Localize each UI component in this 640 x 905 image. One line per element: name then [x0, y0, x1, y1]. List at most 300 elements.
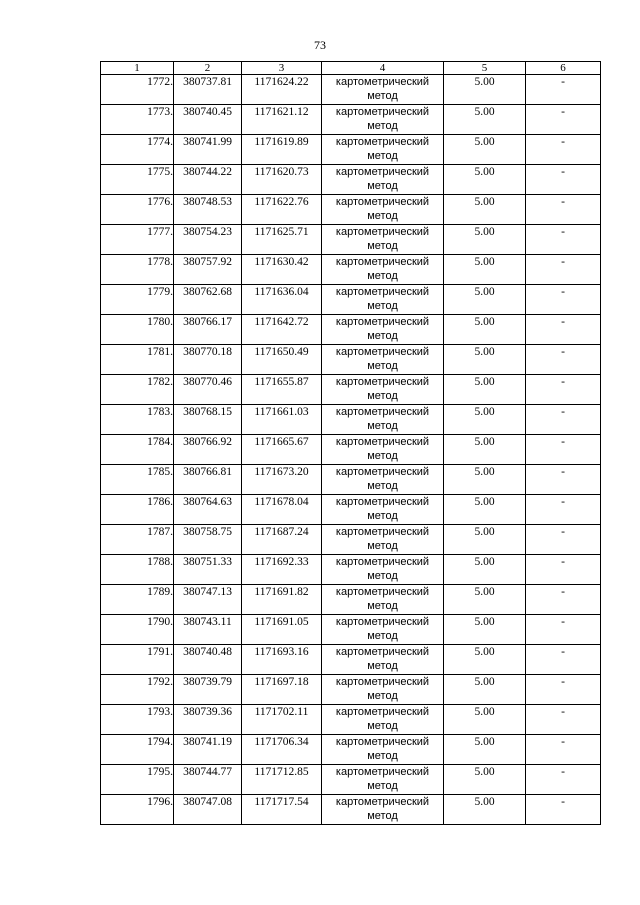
- col6-value: [526, 195, 601, 225]
- coord-y-text: 1171702.11: [254, 706, 309, 718]
- coord-y: [242, 645, 322, 675]
- table-row: [101, 165, 601, 195]
- col6-value: [526, 675, 601, 705]
- accuracy-value: [444, 465, 526, 495]
- accuracy-value: [444, 405, 526, 435]
- method-line-2: метод: [367, 90, 398, 102]
- accuracy-value: [444, 135, 526, 165]
- table-row: [101, 435, 601, 465]
- accuracy-value-text: 5.00: [474, 76, 495, 88]
- coord-y-text: 1171622.76: [254, 196, 309, 208]
- point-number: [101, 705, 174, 735]
- col6-value: [526, 255, 601, 285]
- point-number-text: 1773.: [147, 106, 173, 118]
- coord-y: [242, 705, 322, 735]
- coord-x: [174, 195, 242, 225]
- accuracy-value-text: 5.00: [474, 346, 495, 358]
- col6-value-text: -: [561, 766, 565, 778]
- method-cell: [322, 135, 444, 165]
- coord-y-text: 1171717.54: [254, 796, 309, 808]
- point-number: [101, 285, 174, 315]
- coord-y-text: 1171620.73: [254, 166, 309, 178]
- accuracy-value: [444, 645, 526, 675]
- table-row: [101, 345, 601, 375]
- coord-x-text: 380766.92: [183, 436, 232, 448]
- point-number: [101, 255, 174, 285]
- header-col-1: 1: [101, 62, 174, 75]
- point-number: [101, 75, 174, 105]
- method-cell: [322, 225, 444, 255]
- col6-value-text: -: [561, 106, 565, 118]
- point-number: [101, 465, 174, 495]
- col6-value: [526, 495, 601, 525]
- accuracy-value: [444, 435, 526, 465]
- coord-x: [174, 495, 242, 525]
- method-cell: [322, 345, 444, 375]
- coord-x-text: 380741.99: [183, 136, 232, 148]
- table-row: [101, 75, 601, 105]
- coord-y: [242, 75, 322, 105]
- method-line-2: метод: [367, 330, 398, 342]
- col6-value: [526, 555, 601, 585]
- coord-y-text: 1171678.04: [254, 496, 309, 508]
- coord-x-text: 380758.75: [183, 526, 232, 538]
- accuracy-value-text: 5.00: [474, 706, 495, 718]
- point-number: [101, 615, 174, 645]
- coord-y-text: 1171630.42: [254, 256, 309, 268]
- col6-value: [526, 105, 601, 135]
- coord-y-text: 1171687.24: [254, 526, 309, 538]
- method-line-2: метод: [367, 180, 398, 192]
- col6-value: [526, 405, 601, 435]
- point-number-text: 1772.: [147, 76, 173, 88]
- table-row: [101, 555, 601, 585]
- coord-x-text: 380740.48: [183, 646, 232, 658]
- point-number-text: 1783.: [147, 406, 173, 418]
- method-line-2: метод: [367, 720, 398, 732]
- method-line-2: метод: [367, 660, 398, 672]
- accuracy-value: [444, 495, 526, 525]
- coord-y: [242, 525, 322, 555]
- col6-value-text: -: [561, 676, 565, 688]
- accuracy-value: [444, 795, 526, 825]
- method-line-1: картометрический: [335, 466, 430, 478]
- accuracy-value-text: 5.00: [474, 616, 495, 628]
- accuracy-value-text: 5.00: [474, 646, 495, 658]
- col6-value-text: -: [561, 586, 565, 598]
- method-cell: [322, 255, 444, 285]
- coord-y: [242, 495, 322, 525]
- accuracy-value-text: 5.00: [474, 526, 495, 538]
- col6-value-text: -: [561, 466, 565, 478]
- col6-value: [526, 315, 601, 345]
- point-number: [101, 675, 174, 705]
- accuracy-value-text: 5.00: [474, 796, 495, 808]
- method-line-1: картометрический: [335, 106, 430, 118]
- method-line-2: метод: [367, 240, 398, 252]
- table-row: [101, 585, 601, 615]
- accuracy-value: [444, 375, 526, 405]
- accuracy-value-text: 5.00: [474, 736, 495, 748]
- table-row: [101, 645, 601, 675]
- accuracy-value-text: 5.00: [474, 376, 495, 388]
- point-number-text: 1788.: [147, 556, 173, 568]
- table-row: [101, 795, 601, 825]
- table-row: [101, 735, 601, 765]
- col6-value: [526, 225, 601, 255]
- method-line-1: картометрический: [335, 256, 430, 268]
- method-line-2: метод: [367, 270, 398, 282]
- point-number-text: 1775.: [147, 166, 173, 178]
- point-number: [101, 585, 174, 615]
- coord-y-text: 1171691.05: [254, 616, 309, 628]
- point-number: [101, 135, 174, 165]
- coord-y-text: 1171712.85: [254, 766, 309, 778]
- coord-x: [174, 315, 242, 345]
- method-line-1: картометрический: [335, 226, 430, 238]
- col6-value-text: -: [561, 406, 565, 418]
- coord-x-text: 380770.46: [183, 376, 232, 388]
- coord-x-text: 380744.77: [183, 766, 232, 778]
- method-line-2: метод: [367, 540, 398, 552]
- method-cell: [322, 675, 444, 705]
- coord-y: [242, 105, 322, 135]
- method-line-1: картометрический: [335, 526, 430, 538]
- accuracy-value-text: 5.00: [474, 286, 495, 298]
- col6-value: [526, 525, 601, 555]
- method-line-1: картометрический: [335, 196, 430, 208]
- accuracy-value-text: 5.00: [474, 556, 495, 568]
- point-number-text: 1785.: [147, 466, 173, 478]
- method-line-1: картометрический: [335, 76, 430, 88]
- col6-value: [526, 435, 601, 465]
- col6-value-text: -: [561, 346, 565, 358]
- coord-x-text: 380739.79: [183, 676, 232, 688]
- coord-x-text: 380739.36: [183, 706, 232, 718]
- table-row: [101, 465, 601, 495]
- col6-value: [526, 345, 601, 375]
- point-number-text: 1781.: [147, 346, 173, 358]
- method-line-2: метод: [367, 450, 398, 462]
- col6-value-text: -: [561, 496, 565, 508]
- method-line-1: картометрический: [335, 496, 430, 508]
- coord-x-text: 380748.53: [183, 196, 232, 208]
- coord-x: [174, 465, 242, 495]
- col6-value-text: -: [561, 166, 565, 178]
- col6-value: [526, 285, 601, 315]
- col6-value: [526, 645, 601, 675]
- accuracy-value-text: 5.00: [474, 196, 495, 208]
- col6-value-text: -: [561, 796, 565, 808]
- accuracy-value-text: 5.00: [474, 166, 495, 178]
- accuracy-value: [444, 285, 526, 315]
- table-row: [101, 255, 601, 285]
- coord-y: [242, 315, 322, 345]
- coord-x: [174, 75, 242, 105]
- method-cell: [322, 375, 444, 405]
- point-number-text: 1790.: [147, 616, 173, 628]
- coord-y: [242, 795, 322, 825]
- point-number-text: 1795.: [147, 766, 173, 778]
- point-number-text: 1796.: [147, 796, 173, 808]
- method-cell: [322, 495, 444, 525]
- coord-y: [242, 165, 322, 195]
- table-row: [101, 705, 601, 735]
- col6-value: [526, 735, 601, 765]
- method-line-2: метод: [367, 810, 398, 822]
- coord-x: [174, 585, 242, 615]
- table-body: [101, 75, 601, 825]
- method-cell: [322, 75, 444, 105]
- accuracy-value: [444, 225, 526, 255]
- col6-value-text: -: [561, 286, 565, 298]
- method-cell: [322, 285, 444, 315]
- method-line-1: картометрический: [335, 316, 430, 328]
- col6-value: [526, 795, 601, 825]
- table-row: [101, 675, 601, 705]
- table-row: [101, 375, 601, 405]
- table-row: [101, 405, 601, 435]
- coord-y: [242, 585, 322, 615]
- point-number: [101, 105, 174, 135]
- accuracy-value-text: 5.00: [474, 406, 495, 418]
- coord-y-text: 1171624.22: [254, 76, 309, 88]
- method-line-2: метод: [367, 750, 398, 762]
- coord-y: [242, 405, 322, 435]
- coord-x-text: 380740.45: [183, 106, 232, 118]
- accuracy-value: [444, 705, 526, 735]
- coord-x: [174, 645, 242, 675]
- coord-y-text: 1171619.89: [254, 136, 309, 148]
- accuracy-value-text: 5.00: [474, 316, 495, 328]
- coord-x-text: 380757.92: [183, 256, 232, 268]
- coord-y: [242, 555, 322, 585]
- col6-value-text: -: [561, 256, 565, 268]
- point-number-text: 1789.: [147, 586, 173, 598]
- method-cell: [322, 105, 444, 135]
- coord-x-text: 380751.33: [183, 556, 232, 568]
- col6-value-text: -: [561, 226, 565, 238]
- col6-value: [526, 135, 601, 165]
- accuracy-value: [444, 255, 526, 285]
- table-row: [101, 315, 601, 345]
- coord-x-text: 380764.63: [183, 496, 232, 508]
- point-number-text: 1776.: [147, 196, 173, 208]
- coord-x: [174, 795, 242, 825]
- accuracy-value: [444, 555, 526, 585]
- coord-x-text: 380766.81: [183, 466, 232, 478]
- method-cell: [322, 705, 444, 735]
- method-cell: [322, 465, 444, 495]
- col6-value-text: -: [561, 526, 565, 538]
- coord-x: [174, 555, 242, 585]
- accuracy-value: [444, 345, 526, 375]
- method-line-2: метод: [367, 120, 398, 132]
- header-row: [101, 62, 601, 75]
- coord-y-text: 1171636.04: [254, 286, 309, 298]
- table-row: [101, 495, 601, 525]
- coordinates-table: [100, 61, 601, 825]
- method-line-1: картометрический: [335, 286, 430, 298]
- method-cell: [322, 315, 444, 345]
- coord-x: [174, 255, 242, 285]
- accuracy-value: [444, 195, 526, 225]
- coord-y-text: 1171625.71: [254, 226, 309, 238]
- coord-y: [242, 615, 322, 645]
- coord-y-text: 1171661.03: [254, 406, 309, 418]
- coord-x: [174, 705, 242, 735]
- method-line-2: метод: [367, 570, 398, 582]
- coord-y: [242, 135, 322, 165]
- method-line-2: метод: [367, 510, 398, 522]
- accuracy-value-text: 5.00: [474, 586, 495, 598]
- col6-value-text: -: [561, 376, 565, 388]
- coord-y-text: 1171697.18: [254, 676, 309, 688]
- method-line-2: метод: [367, 690, 398, 702]
- point-number-text: 1794.: [147, 736, 173, 748]
- col6-value-text: -: [561, 556, 565, 568]
- coord-x: [174, 165, 242, 195]
- coord-y-text: 1171621.12: [254, 106, 309, 118]
- method-line-1: картометрический: [335, 346, 430, 358]
- coord-x-text: 380762.68: [183, 286, 232, 298]
- point-number: [101, 495, 174, 525]
- col6-value-text: -: [561, 706, 565, 718]
- accuracy-value: [444, 75, 526, 105]
- method-line-1: картометрический: [335, 646, 430, 658]
- method-line-1: картометрический: [335, 136, 430, 148]
- point-number: [101, 645, 174, 675]
- table-row: [101, 225, 601, 255]
- point-number: [101, 195, 174, 225]
- col6-value-text: -: [561, 136, 565, 148]
- coord-y: [242, 345, 322, 375]
- coord-y: [242, 765, 322, 795]
- coord-y: [242, 435, 322, 465]
- col6-value: [526, 75, 601, 105]
- method-line-1: картометрический: [335, 556, 430, 568]
- point-number: [101, 165, 174, 195]
- method-line-1: картометрический: [335, 166, 430, 178]
- accuracy-value: [444, 675, 526, 705]
- accuracy-value: [444, 165, 526, 195]
- method-cell: [322, 405, 444, 435]
- method-line-1: картометрический: [335, 616, 430, 628]
- col6-value-text: -: [561, 76, 565, 88]
- coord-x: [174, 345, 242, 375]
- method-line-2: метод: [367, 150, 398, 162]
- coord-x: [174, 765, 242, 795]
- header-col-6: 6: [526, 62, 601, 75]
- coord-y-text: 1171693.16: [254, 646, 309, 658]
- table-row: [101, 195, 601, 225]
- coord-y-text: 1171706.34: [254, 736, 309, 748]
- point-number: [101, 405, 174, 435]
- coord-x-text: 380754.23: [183, 226, 232, 238]
- point-number: [101, 795, 174, 825]
- point-number: [101, 435, 174, 465]
- col6-value: [526, 585, 601, 615]
- accuracy-value-text: 5.00: [474, 136, 495, 148]
- method-line-2: метод: [367, 390, 398, 402]
- coord-x: [174, 105, 242, 135]
- coord-x: [174, 525, 242, 555]
- coord-y-text: 1171650.49: [254, 346, 309, 358]
- method-line-2: метод: [367, 420, 398, 432]
- coord-x: [174, 675, 242, 705]
- coord-y-text: 1171642.72: [254, 316, 309, 328]
- coord-y-text: 1171691.82: [254, 586, 309, 598]
- point-number-text: 1786.: [147, 496, 173, 508]
- point-number-text: 1782.: [147, 376, 173, 388]
- coord-x: [174, 735, 242, 765]
- method-cell: [322, 795, 444, 825]
- method-line-1: картометрический: [335, 376, 430, 388]
- col6-value-text: -: [561, 616, 565, 628]
- point-number: [101, 765, 174, 795]
- accuracy-value: [444, 315, 526, 345]
- table-row: [101, 285, 601, 315]
- accuracy-value-text: 5.00: [474, 496, 495, 508]
- accuracy-value: [444, 105, 526, 135]
- col6-value: [526, 375, 601, 405]
- method-cell: [322, 585, 444, 615]
- method-cell: [322, 555, 444, 585]
- accuracy-value-text: 5.00: [474, 436, 495, 448]
- point-number: [101, 315, 174, 345]
- coord-x-text: 380741.19: [183, 736, 232, 748]
- coord-y-text: 1171692.33: [254, 556, 309, 568]
- coord-x: [174, 225, 242, 255]
- page-number: 73: [314, 38, 326, 52]
- coord-y-text: 1171665.67: [254, 436, 309, 448]
- method-line-2: метод: [367, 600, 398, 612]
- coord-x-text: 380737.81: [183, 76, 232, 88]
- accuracy-value: [444, 765, 526, 795]
- point-number-text: 1774.: [147, 136, 173, 148]
- method-cell: [322, 615, 444, 645]
- method-cell: [322, 645, 444, 675]
- point-number: [101, 525, 174, 555]
- header-col-3: 3: [242, 62, 322, 75]
- coord-x-text: 380766.17: [183, 316, 232, 328]
- method-cell: [322, 525, 444, 555]
- coord-x-text: 380743.11: [183, 616, 232, 628]
- accuracy-value: [444, 585, 526, 615]
- table-row: [101, 105, 601, 135]
- method-line-2: метод: [367, 360, 398, 372]
- method-line-1: картометрический: [335, 676, 430, 688]
- point-number-text: 1780.: [147, 316, 173, 328]
- point-number: [101, 735, 174, 765]
- point-number-text: 1791.: [147, 646, 173, 658]
- coord-y: [242, 255, 322, 285]
- col6-value: [526, 705, 601, 735]
- accuracy-value: [444, 525, 526, 555]
- method-cell: [322, 195, 444, 225]
- method-line-2: метод: [367, 630, 398, 642]
- accuracy-value-text: 5.00: [474, 256, 495, 268]
- accuracy-value-text: 5.00: [474, 106, 495, 118]
- coord-x: [174, 285, 242, 315]
- method-line-1: картометрический: [335, 766, 430, 778]
- coord-x: [174, 435, 242, 465]
- point-number-text: 1779.: [147, 286, 173, 298]
- method-line-2: метод: [367, 300, 398, 312]
- coord-y: [242, 465, 322, 495]
- point-number-text: 1778.: [147, 256, 173, 268]
- col6-value: [526, 765, 601, 795]
